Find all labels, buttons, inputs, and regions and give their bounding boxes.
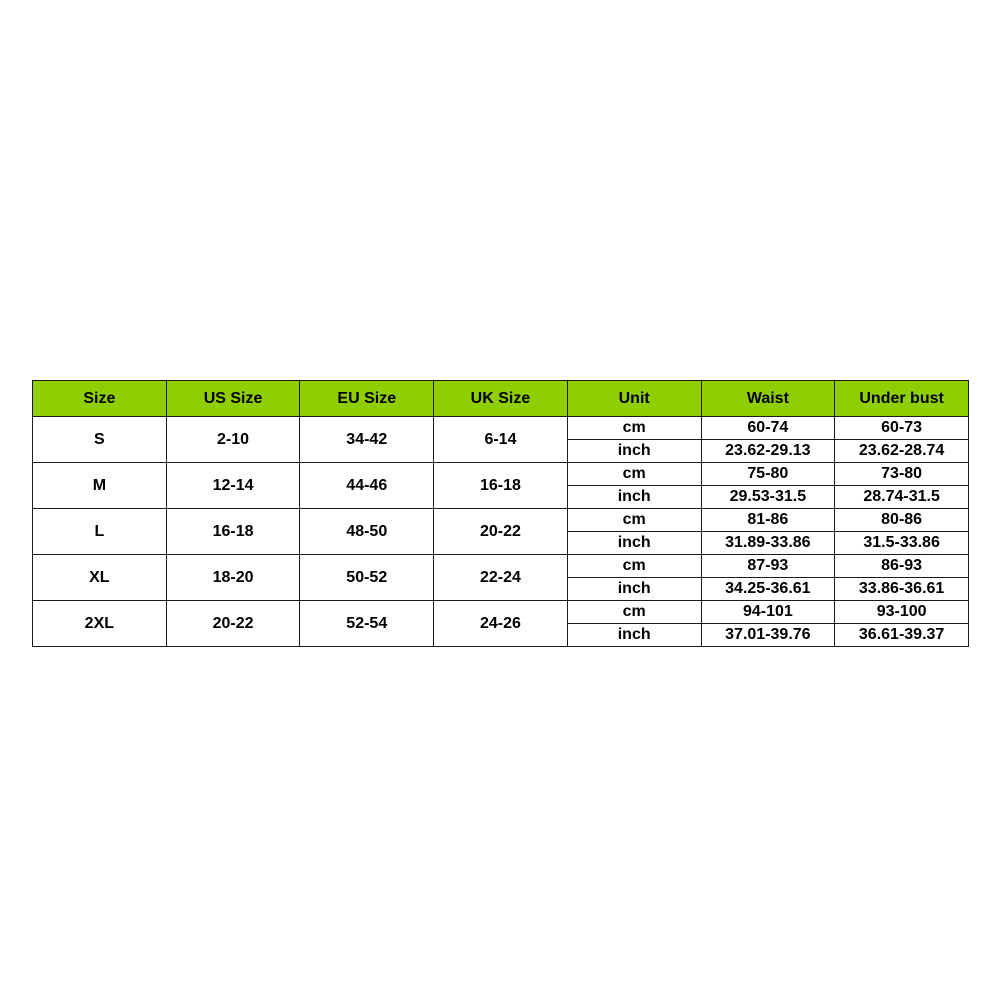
uk-size-cell: 20-22 bbox=[434, 509, 568, 555]
header-row bbox=[33, 381, 969, 417]
uk-size-cell: 22-24 bbox=[434, 555, 568, 601]
waist-cell: 31.89-33.86 bbox=[701, 532, 835, 555]
waist-cell: 94-101 bbox=[701, 601, 835, 624]
under-bust-cell: 36.61-39.37 bbox=[835, 624, 969, 647]
table-row bbox=[33, 463, 969, 486]
table-header bbox=[33, 381, 969, 417]
waist-cell: 23.62-29.13 bbox=[701, 440, 835, 463]
unit-cell: cm bbox=[567, 417, 701, 440]
unit-cell: cm bbox=[567, 555, 701, 578]
unit-cell: inch bbox=[567, 578, 701, 601]
header-eu-size: EU Size bbox=[300, 381, 434, 417]
table-row bbox=[33, 555, 969, 578]
unit-cell: cm bbox=[567, 509, 701, 532]
uk-size-cell: 24-26 bbox=[434, 601, 568, 647]
size-chart-table bbox=[32, 380, 969, 647]
eu-size-cell: 48-50 bbox=[300, 509, 434, 555]
waist-cell: 87-93 bbox=[701, 555, 835, 578]
eu-size-cell: 50-52 bbox=[300, 555, 434, 601]
eu-size-cell: 44-46 bbox=[300, 463, 434, 509]
waist-cell: 34.25-36.61 bbox=[701, 578, 835, 601]
size-cell: M bbox=[33, 463, 167, 509]
under-bust-cell: 73-80 bbox=[835, 463, 969, 486]
waist-cell: 29.53-31.5 bbox=[701, 486, 835, 509]
us-size-cell: 16-18 bbox=[166, 509, 300, 555]
uk-size-cell: 6-14 bbox=[434, 417, 568, 463]
unit-cell: inch bbox=[567, 440, 701, 463]
header-waist: Waist bbox=[701, 381, 835, 417]
waist-cell: 60-74 bbox=[701, 417, 835, 440]
under-bust-cell: 86-93 bbox=[835, 555, 969, 578]
us-size-cell: 18-20 bbox=[166, 555, 300, 601]
header-size: Size bbox=[33, 381, 167, 417]
waist-cell: 81-86 bbox=[701, 509, 835, 532]
us-size-cell: 12-14 bbox=[166, 463, 300, 509]
size-cell: XL bbox=[33, 555, 167, 601]
under-bust-cell: 93-100 bbox=[835, 601, 969, 624]
under-bust-cell: 23.62-28.74 bbox=[835, 440, 969, 463]
unit-cell: inch bbox=[567, 486, 701, 509]
header-unit: Unit bbox=[567, 381, 701, 417]
size-cell: L bbox=[33, 509, 167, 555]
waist-cell: 37.01-39.76 bbox=[701, 624, 835, 647]
under-bust-cell: 60-73 bbox=[835, 417, 969, 440]
eu-size-cell: 52-54 bbox=[300, 601, 434, 647]
unit-cell: cm bbox=[567, 463, 701, 486]
under-bust-cell: 33.86-36.61 bbox=[835, 578, 969, 601]
us-size-cell: 20-22 bbox=[166, 601, 300, 647]
size-cell: S bbox=[33, 417, 167, 463]
under-bust-cell: 28.74-31.5 bbox=[835, 486, 969, 509]
unit-cell: inch bbox=[567, 624, 701, 647]
table-row bbox=[33, 417, 969, 440]
eu-size-cell: 34-42 bbox=[300, 417, 434, 463]
header-uk-size: UK Size bbox=[434, 381, 568, 417]
size-cell: 2XL bbox=[33, 601, 167, 647]
uk-size-cell: 16-18 bbox=[434, 463, 568, 509]
waist-cell: 75-80 bbox=[701, 463, 835, 486]
us-size-cell: 2-10 bbox=[166, 417, 300, 463]
under-bust-cell: 31.5-33.86 bbox=[835, 532, 969, 555]
unit-cell: inch bbox=[567, 532, 701, 555]
header-us-size: US Size bbox=[166, 381, 300, 417]
under-bust-cell: 80-86 bbox=[835, 509, 969, 532]
table-row bbox=[33, 601, 969, 624]
table-row bbox=[33, 509, 969, 532]
header-under-bust: Under bust bbox=[835, 381, 969, 417]
table-body bbox=[33, 417, 969, 647]
unit-cell: cm bbox=[567, 601, 701, 624]
